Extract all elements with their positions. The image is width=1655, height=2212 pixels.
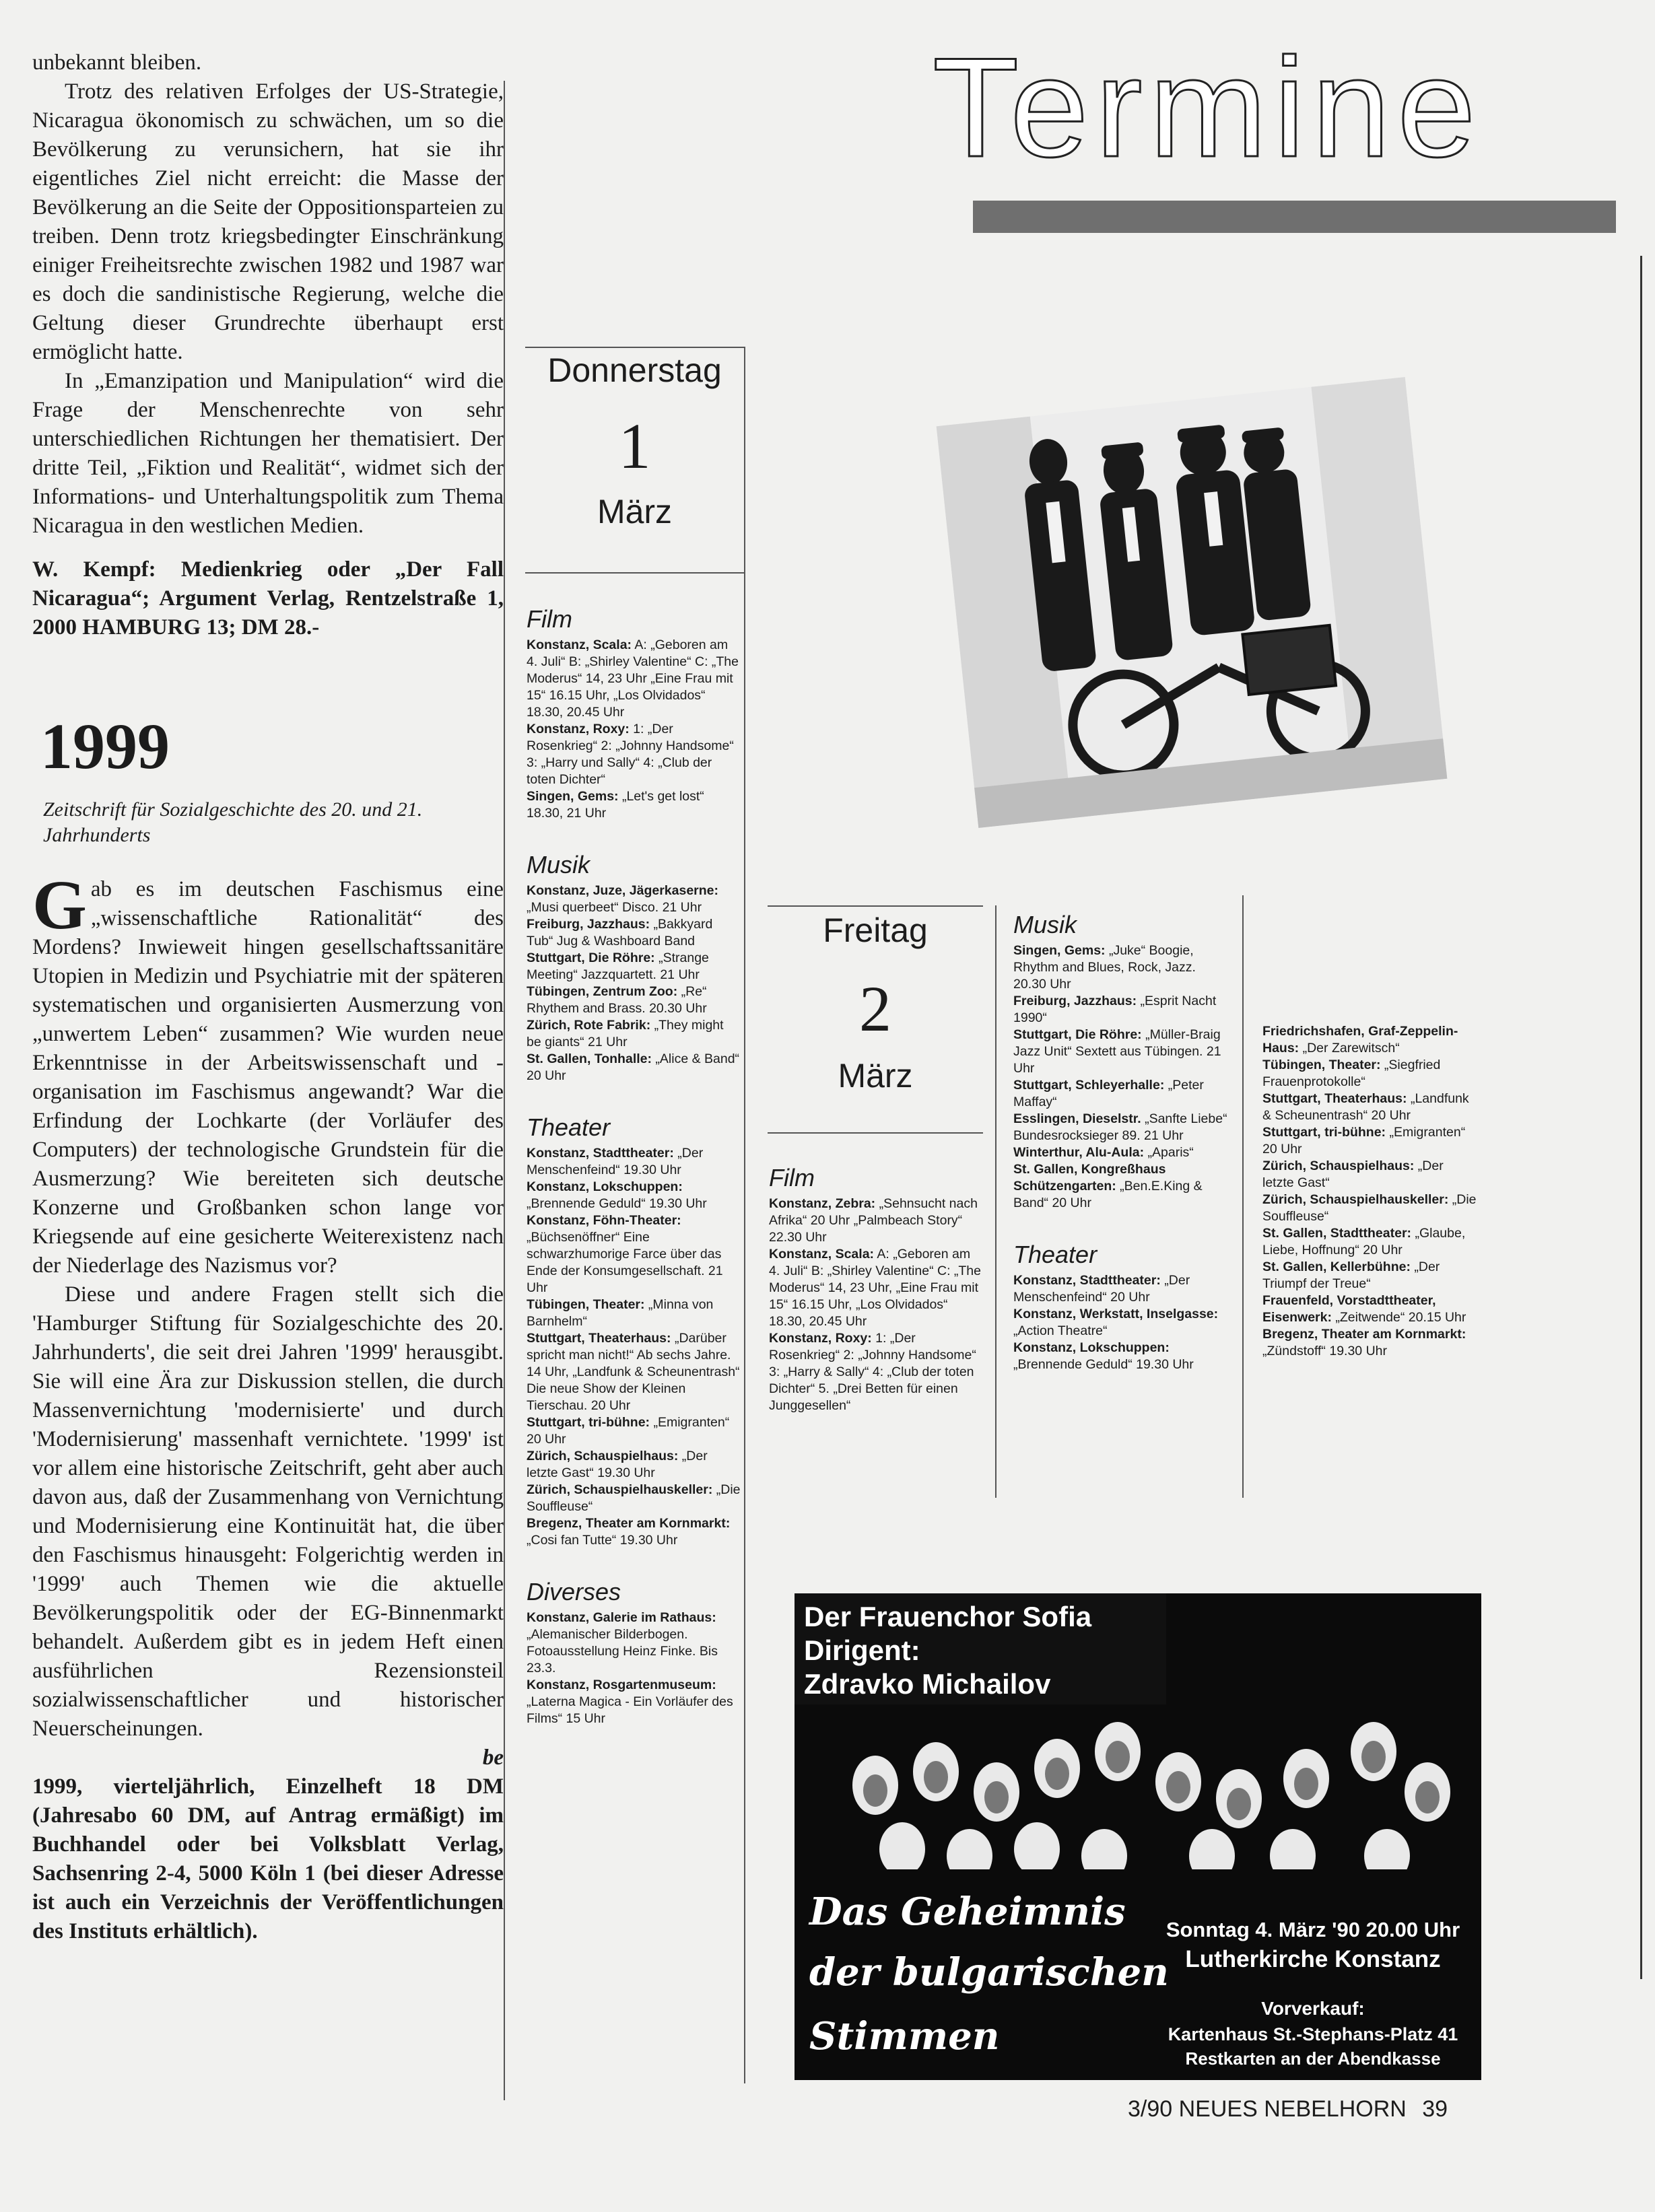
category-musik: Musik xyxy=(1013,911,1077,938)
section-title: Termine xyxy=(933,28,1483,186)
listing-detail: „Minna von Barnhelm“ xyxy=(527,1297,714,1329)
day-month: März xyxy=(838,1057,913,1095)
listing-venue: Stuttgart, Theaterhaus: xyxy=(1262,1091,1407,1106)
page-edge-rule xyxy=(1640,256,1642,1979)
ad-presale-label: Vorverkauf: xyxy=(1261,1998,1365,2019)
column-divider xyxy=(995,905,997,1498)
category-musik: Musik xyxy=(527,851,590,878)
day-number: 1 xyxy=(618,410,651,482)
listing-entry xyxy=(769,1246,981,1330)
listing-detail: „Laterna Magica - Ein Vorläufer des Films“ 15 Uhr xyxy=(527,1694,733,1726)
listing-entry xyxy=(527,1677,741,1727)
listing-venue: Konstanz, Werkstatt, Inselgasse: xyxy=(1013,1307,1219,1321)
listing-entry xyxy=(527,1330,741,1414)
article-paragraph: Diese und andere Fragen stellt sich die 'Hamburger Stiftung für Sozialgeschichte des 20. Jahrhunderts', die seit drei Jahren '1999' herausgibt. Sie will eine Ära zur Diskussion stellen, die durch Massenvernichtung 'modernisierte' und durch 'Modernisierung' massenhaft vernichtete. '1999' ist vor allem eine historische Zeitschrift, geht aber auch davon aus, daß der Zusammenhang von Vernichtung und Modernisierung eine Kontinuität hat, die über den Faschismus hinausgeht: Folgerichtig werden in '1999' auch Themen wie die aktuelle Bevölkerungspolitik oder der EG-Binnenmarkt behandelt. Außerdem gibt es in jedem Heft einen ausführlichen Rezensionsteil sozialwissenschaftlicher und historischer Neuerscheinungen. xyxy=(32,1282,504,1741)
contact-info: 1999, vierteljährlich, Einzelheft 18 DM (Jahresabo 60 DM, auf Antrag ermäßigt) im Buchhandel oder bei Volksblatt Verlag, Sachsenring 2-4, 5000 Köln 1 (bei dieser Adresse ist auch ein Verzeichnis der Veröffentlichungen des Instituts erhältlich). xyxy=(32,1774,504,1943)
ad-conductor-label: Dirigent: xyxy=(804,1634,920,1666)
category-theater: Theater xyxy=(527,1113,611,1141)
listing-detail: „They might be giants“ 21 Uhr xyxy=(527,1018,724,1049)
listings-friday-col1 xyxy=(769,1163,981,1414)
listings-friday-col2 xyxy=(1013,910,1232,1373)
listing-venue: Singen, Gems: xyxy=(527,789,619,804)
listing-entry xyxy=(1262,1124,1478,1158)
listing-venue: St. Gallen, Tonhalle: xyxy=(527,1051,652,1066)
day-name: Freitag xyxy=(823,911,928,949)
listing-venue: Zürich, Schauspielhaus: xyxy=(1262,1159,1415,1173)
listing-venue: Stuttgart, Schleyerhalle: xyxy=(1013,1078,1165,1093)
listing-venue: Konstanz, Zebra: xyxy=(769,1196,876,1211)
listing-detail: „Bakkyard Tub“ Jug & Washboard Band xyxy=(527,917,713,948)
listing-detail: „Brennende Geduld“ 19.30 Uhr xyxy=(527,1196,707,1211)
day-header-thursday xyxy=(525,350,744,532)
listing-venue: Stuttgart, Die Röhre: xyxy=(527,951,655,965)
listing-detail: „Der letzte Gast“ 19.30 Uhr xyxy=(527,1449,708,1480)
listing-entry xyxy=(527,1297,741,1330)
category-film: Film xyxy=(527,605,572,633)
listing-detail: „Der Zarewitsch“ xyxy=(1299,1041,1400,1056)
listing-venue: Tübingen, Theater: xyxy=(1262,1058,1381,1072)
listing-entry xyxy=(1013,942,1232,993)
article-paragraph: In „Emanzipation und Manipulation“ wird die Frage der Menschenrechte von sehr unterschiedlichen Richtungen her thematisiert. Der dritte Teil, „Fiktion und Realität“, widmet sich der Informations- und Unterhaltungspolitik zum Thema Nicaragua in den westlichen Medien. xyxy=(32,369,504,538)
music-listings xyxy=(1013,942,1232,1212)
concert-advertisement xyxy=(795,1593,1481,2080)
listing-entry xyxy=(1262,1091,1478,1124)
listing-detail: „Cosi fan Tutte“ 19.30 Uhr xyxy=(527,1533,678,1548)
listing-entry xyxy=(1262,1259,1478,1292)
listing-venue: Zürich, Schauspielhauskeller: xyxy=(527,1482,713,1497)
listing-venue: Konstanz, Galerie im Rathaus: xyxy=(527,1610,716,1625)
listing-venue: Friedrichshafen, Graf-Zeppelin-Haus: xyxy=(1262,1024,1458,1056)
listing-detail: „Peter Maffay“ xyxy=(1013,1078,1204,1109)
listing-entry xyxy=(1262,1023,1478,1057)
listing-venue: Stuttgart, Theaterhaus: xyxy=(527,1331,671,1346)
listing-detail: „Glaube, Liebe, Hoffnung“ 20 Uhr xyxy=(1262,1226,1466,1257)
listing-entry xyxy=(527,916,741,950)
day-name: Donnerstag xyxy=(547,351,722,389)
listing-detail: „Musi querbeet“ Disco. 21 Uhr xyxy=(527,900,702,915)
listing-detail: „Siegfried Frauenprotokolle“ xyxy=(1262,1058,1441,1089)
ad-slogan-line: der bulgarischen xyxy=(809,1950,1169,1995)
listing-entry xyxy=(1013,1111,1232,1144)
article-subheading: Zeitschrift für Sozialgeschichte des 20. und 21. Jahrhunderts xyxy=(43,798,423,846)
article-paragraph: Trotz des relativen Erfolges der US-Strategie, Nicaragua ökonomisch zu schwächen, um so die Bevölkerung zu verunsichern, hat sie ihr eigentliches Ziel nicht erreicht: die Masse der Bevölkerung an die Seite der Oppositionsparteien zu treiben. Denn trotz kriegsbedingter Einschränkung einiger Freiheitsrechte zwischen 1982 und 1987 war es doch die sandinistische Regierung, welche die Geltung dieser Grundrechte überhaupt erst ermöglicht hatte. xyxy=(32,79,504,364)
listing-entry xyxy=(527,788,741,822)
listing-entry xyxy=(1262,1191,1478,1225)
listing-venue: Konstanz, Föhn-Theater: xyxy=(527,1213,681,1228)
listing-venue: Freiburg, Jazzhaus: xyxy=(1013,994,1137,1008)
listing-entry xyxy=(527,1179,741,1212)
listing-entry xyxy=(769,1330,981,1414)
listing-venue: Bregenz, Theater am Kornmarkt: xyxy=(1262,1327,1466,1342)
photo-illustration xyxy=(937,377,1448,828)
choir-photo xyxy=(795,1704,1481,1869)
listing-venue: Esslingen, Dieselstr. xyxy=(1013,1111,1141,1126)
listing-entry xyxy=(527,1482,741,1515)
listing-entry xyxy=(1262,1158,1478,1191)
listing-entry xyxy=(1262,1326,1478,1360)
article-paragraph: ab es im deutschen Faschismus eine „wissenschaftliche Rationalität“ des Mordens? Inwieweit hingen gesellschaftssanitäre Utopien in Medizin und Psychiatrie mit der späteren systematischen und organisierten Ausmerzung von „unwertem Leben“ zusammen? Wie wurden neue Erkenntnisse in der Arbeitswissenschaft und -organisation im Faschismus angewandt? War die Erfindung der Lochkarte (der Vorläufer des Computers) der technologische Grundstein für die Ausmerzung? Wie bereiteten sich deutsche Konzerne und Großbanken schon lange vor Kriegsende auf eine gesicherte Weiterexistenz nach der Niederlage des Nazismus vor? xyxy=(32,877,504,1278)
listing-detail: „Zeitwende“ 20.15 Uhr xyxy=(1331,1310,1466,1325)
listing-entry xyxy=(1262,1057,1478,1091)
listing-entry xyxy=(1013,1161,1232,1212)
listing-entry xyxy=(527,637,741,721)
listing-detail: „Die Souffleuse“ xyxy=(1262,1192,1477,1224)
listing-detail: „Müller-Braig Jazz Unit“ Sextett aus Tübingen. 21 Uhr xyxy=(1013,1027,1221,1076)
article-heading: 1999 xyxy=(40,710,170,782)
listing-detail: „Juke“ Boogie, Rhythm and Blues, Rock, Jazz. 20.30 Uhr xyxy=(1013,943,1196,992)
category-theater: Theater xyxy=(1013,1241,1097,1268)
listing-venue: Konstanz, Lokschuppen: xyxy=(1013,1340,1170,1355)
listing-detail: „Alice & Band“ 20 Uhr xyxy=(527,1051,740,1083)
listing-detail: 1: „Der Rosenkrieg“ 2: „Johnny Handsome“ 3: „Harry & Sally“ 4: „Club der toten Dichter“ 5. „Drei Betten für einen Junggesellen“ xyxy=(769,1331,976,1413)
ad-slogan-line: Das Geheimnis xyxy=(809,1890,1126,1934)
day-header-friday xyxy=(768,910,983,1096)
ad-presale-place: Kartenhaus St.-Stephans-Platz 41 xyxy=(1168,2024,1458,2044)
listing-venue: Singen, Gems: xyxy=(1013,943,1106,958)
listing-entry xyxy=(527,1017,741,1051)
listing-entry xyxy=(527,1051,741,1084)
listing-venue: Freiburg, Jazzhaus: xyxy=(527,917,650,932)
listing-entry xyxy=(1013,1144,1232,1161)
listing-detail: „Darüber spricht man nicht!“ Ab sechs Jahre. 14 Uhr, „Landfunk & Scheunentrash“ Die neue Show der Kleinen Tierschau. 20 Uhr xyxy=(527,1331,740,1413)
page-footer xyxy=(1128,2096,1448,2122)
listing-detail: „Büchsenöffner“ Eine schwarzhumorige Farce über das Ende der Konsumgesellschaft. 21 Uhr xyxy=(527,1230,723,1295)
drop-cap: G xyxy=(32,866,87,944)
listing-venue: Konstanz, Rosgartenmuseum: xyxy=(527,1678,716,1692)
listing-detail: „Die Souffleuse“ xyxy=(527,1482,741,1514)
ad-choir-name: Der Frauenchor Sofia xyxy=(804,1601,1092,1632)
listing-entry xyxy=(1013,1306,1232,1340)
listing-detail: „Strange Meeting“ Jazzquartett. 21 Uhr xyxy=(527,951,709,982)
category-film: Film xyxy=(769,1164,815,1191)
listing-detail: „Der Triumpf der Treue“ xyxy=(1262,1259,1440,1291)
listing-detail: „Aparis“ xyxy=(1144,1145,1194,1160)
listing-detail: „Der Menschenfeind“ 19.30 Uhr xyxy=(527,1146,704,1177)
listing-venue: Winterthur, Alu-Aula: xyxy=(1013,1145,1145,1160)
listing-entry xyxy=(527,1448,741,1482)
music-listings xyxy=(527,883,741,1084)
listing-detail: „Action Theatre“ xyxy=(1013,1323,1108,1338)
listings-thursday xyxy=(527,604,741,1727)
listing-venue: Bregenz, Theater am Kornmarkt: xyxy=(527,1516,731,1531)
listing-detail: „Brennende Geduld“ 19.30 Uhr xyxy=(1013,1357,1194,1372)
listing-venue: Konstanz, Stadttheater: xyxy=(1013,1273,1161,1288)
listing-venue: Zürich, Schauspielhaus: xyxy=(527,1449,679,1463)
film-listings xyxy=(527,637,741,822)
listing-entry xyxy=(527,1145,741,1179)
listing-detail: „Landfunk & Scheunentrash“ 20 Uhr xyxy=(1262,1091,1469,1123)
listing-detail: „Sehnsucht nach Afrika“ 20 Uhr „Palmbeach Story“ 22.30 Uhr xyxy=(769,1196,978,1245)
listing-detail: „Zündstoff“ 19.30 Uhr xyxy=(1262,1344,1387,1358)
book-reference: W. Kempf: Medienkrieg oder „Der Fall Nicaragua“; Argument Verlag, Rentzelstraße 1, 2000 HAMBURG 13; DM 28.- xyxy=(32,557,504,640)
theater-listings xyxy=(1013,1272,1232,1373)
listing-detail: „Ben.E.King & Band“ 20 Uhr xyxy=(1013,1179,1203,1210)
listing-entry xyxy=(1013,1027,1232,1077)
listing-venue: Tübingen, Theater: xyxy=(527,1297,645,1312)
theater-listings-cont xyxy=(1262,1023,1478,1360)
listing-entry xyxy=(527,883,741,916)
day-month: März xyxy=(597,493,673,530)
listing-entry xyxy=(1013,1340,1232,1373)
category-diverses: Diverses xyxy=(527,1578,621,1605)
listing-detail: „Emigranten“ 20 Uhr xyxy=(527,1415,730,1447)
issue-label: 3/90 NEUES NEBELHORN xyxy=(1128,2096,1407,2122)
listing-detail: „Esprit Nacht 1990“ xyxy=(1013,994,1217,1025)
day-rule xyxy=(525,572,744,574)
left-article-column xyxy=(32,48,504,1946)
listing-entry xyxy=(527,983,741,1017)
listing-detail: A: „Geboren am 4. Juli“ B: „Shirley Valentine“ C: „The Moderus“ 14, 23 Uhr, „Eine Frau mit 15“ 16.15 Uhr, „Los Olvidados“ 18.30, 20.45 Uhr xyxy=(769,1247,981,1329)
column-divider xyxy=(1242,895,1244,1498)
listing-venue: Stuttgart, Die Röhre: xyxy=(1013,1027,1142,1042)
listing-entry xyxy=(1013,993,1232,1027)
listing-detail: „Emigranten“ 20 Uhr xyxy=(1262,1125,1466,1156)
listing-detail: „Der Menschenfeind“ 20 Uhr xyxy=(1013,1273,1190,1305)
misc-listings xyxy=(527,1610,741,1727)
listing-venue: Konstanz, Scala: xyxy=(769,1247,875,1261)
listing-entry xyxy=(527,721,741,788)
listing-venue: Konstanz, Lokschuppen: xyxy=(527,1179,683,1194)
listing-entry xyxy=(527,1414,741,1448)
listing-venue: Konstanz, Roxy: xyxy=(769,1331,872,1346)
listing-detail: „Sanfte Liebe“ Bundesrocksieger 89. 21 Uhr xyxy=(1013,1111,1227,1143)
day-rule xyxy=(768,1132,983,1134)
day-rule xyxy=(525,347,744,348)
ad-venue: Lutherkirche Konstanz xyxy=(1185,1946,1441,1972)
listing-entry xyxy=(769,1196,981,1246)
listing-detail: „Alemanischer Bilderbogen. Fotoausstellung Heinz Finke. Bis 23.3. xyxy=(527,1627,718,1675)
listing-venue: Stuttgart, tri-bühne: xyxy=(527,1415,650,1430)
listing-detail: A: „Geboren am 4. Juli“ B: „Shirley Valentine“ C: „The Moderus“ 14, 23 Uhr „Eine Frau mit 15“ 16.15 Uhr, „Los Olvidados“ 18.30, 20.45 Uhr xyxy=(527,637,739,720)
listing-entry xyxy=(527,1515,741,1549)
listing-venue: Konstanz, Roxy: xyxy=(527,722,630,736)
ad-date: Sonntag 4. März '90 20.00 Uhr xyxy=(1166,1918,1460,1941)
ad-slogan-line: Stimmen xyxy=(809,2014,1000,2059)
listing-venue: Tübingen, Zentrum Zoo: xyxy=(527,984,678,999)
listing-entry xyxy=(1262,1225,1478,1259)
listing-venue: St. Gallen, Stadttheater: xyxy=(1262,1226,1412,1241)
listing-detail: „Re“ Rhythem and Brass. 20.30 Uhr xyxy=(527,984,707,1016)
listing-venue: Konstanz, Scala: xyxy=(527,637,632,652)
ad-box-office: Restkarten an der Abendkasse xyxy=(1185,2048,1441,2069)
listing-detail: 1: „Der Rosenkrieg“ 2: „Johnny Handsome“ 3: „Harry und Sally“ 4: „Club der toten Dichter“ xyxy=(527,722,734,787)
listing-entry xyxy=(1013,1077,1232,1111)
listing-entry xyxy=(1262,1292,1478,1326)
listing-venue: Zürich, Rote Fabrik: xyxy=(527,1018,651,1033)
listing-venue: Zürich, Schauspielhauskeller: xyxy=(1262,1192,1449,1207)
listing-venue: St. Gallen, Kellerbühne: xyxy=(1262,1259,1411,1274)
listing-venue: Konstanz, Juze, Jägerkaserne: xyxy=(527,883,719,898)
listing-detail: „Let's get lost“ 18.30, 21 Uhr xyxy=(527,789,704,821)
ad-title-block xyxy=(795,1593,1166,1709)
page-number: 39 xyxy=(1422,2096,1448,2122)
listing-venue: Stuttgart, tri-bühne: xyxy=(1262,1125,1386,1140)
ad-conductor-name: Zdravko Michailov xyxy=(804,1668,1051,1700)
listing-detail: „Der letzte Gast“ xyxy=(1262,1159,1444,1190)
day-number: 2 xyxy=(859,973,891,1045)
film-listings xyxy=(769,1196,981,1414)
listing-entry xyxy=(527,950,741,983)
listing-entry xyxy=(527,1610,741,1677)
theater-listings xyxy=(527,1145,741,1549)
title-bar xyxy=(973,201,1616,233)
listing-venue: Konstanz, Stadttheater: xyxy=(527,1146,674,1161)
column-divider xyxy=(504,81,505,2100)
listing-venue: Frauenfeld, Vorstadttheater, Eisenwerk: xyxy=(1262,1293,1436,1325)
day-rule xyxy=(768,905,983,907)
listing-entry xyxy=(527,1212,741,1297)
listing-venue: St. Gallen, Kongreßhaus Schützengarten: xyxy=(1013,1162,1166,1194)
author-signature: be xyxy=(482,1746,504,1770)
article-paragraph: unbekannt bleiben. xyxy=(32,50,202,75)
listings-friday-col3 xyxy=(1262,1023,1478,1360)
column-divider xyxy=(744,347,745,2083)
photo-men-on-motorcycle xyxy=(937,377,1448,828)
listing-entry xyxy=(1013,1272,1232,1306)
